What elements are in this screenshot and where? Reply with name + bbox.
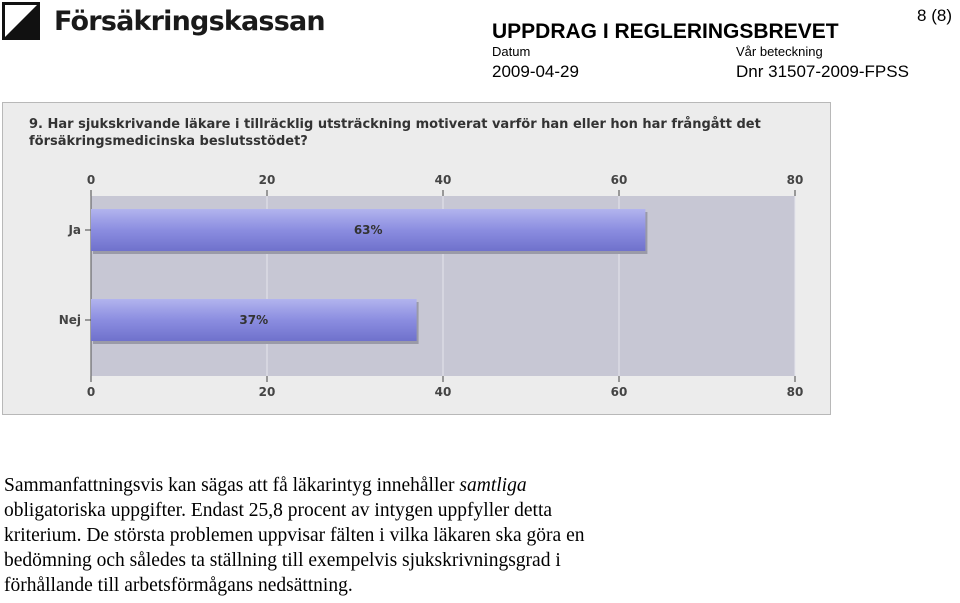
chart-title-line1: 9. Har sjukskrivande läkare i tillräcklig utsträckning motiverat varför han eller hon har frångått det	[29, 117, 761, 132]
x-tick-label-bottom: 60	[610, 385, 628, 399]
page-number: 8 (8)	[917, 6, 952, 25]
category-label: Ja	[68, 223, 81, 237]
text-segment: Sammanfattningsvis kan sägas att få läkarintyg innehåller	[4, 475, 460, 496]
x-tick-label-bottom: 20	[258, 385, 276, 399]
paragraph-line: förhållande till arbetsförmågans nedsättning.	[4, 575, 353, 596]
emphasis-text: samtliga	[459, 475, 527, 496]
bar-chart	[3, 103, 830, 414]
x-tick-label-top: 80	[786, 173, 804, 187]
x-tick-label-top: 0	[86, 173, 96, 187]
paragraph-line: bedömning och således ta ställning till exempelvis sjukskrivningsgrad i	[4, 550, 561, 571]
x-tick-label-bottom: 0	[86, 385, 96, 399]
forsakringskassan-logo-icon	[2, 2, 40, 40]
data-label: 63%	[353, 223, 383, 237]
chart-title-line2: försäkringsmedicinska beslutsstödet?	[29, 134, 308, 149]
paragraph-line: obligatoriska uppgifter. Endast 25,8 procent av intygen uppfyller detta	[4, 500, 553, 521]
x-tick-label-bottom: 80	[786, 385, 804, 399]
document-type: UPPDRAG I REGLERINGSBREVET	[492, 20, 839, 43]
logo-text: Försäkringskassan	[54, 5, 325, 37]
x-tick-label-bottom: 40	[434, 385, 452, 399]
survey-chart	[2, 102, 831, 415]
x-tick-label-top: 40	[434, 173, 452, 187]
paragraph-line	[4, 473, 954, 498]
paragraph-line: kriterium. De största problemen uppvisar fälten i vilka läkaren ska göra en	[4, 525, 585, 546]
logo	[2, 2, 325, 40]
x-tick-label-top: 20	[258, 173, 276, 187]
date-label: Datum	[492, 44, 531, 59]
date-value: 2009-04-29	[492, 62, 579, 81]
data-label: 37%	[239, 313, 269, 327]
body-text	[4, 473, 954, 598]
reference-value: Dnr 31507-2009-FPSS	[736, 62, 909, 81]
reference-label: Vår beteckning	[736, 44, 823, 59]
category-label: Nej	[58, 313, 81, 327]
x-tick-label-top: 60	[610, 173, 628, 187]
